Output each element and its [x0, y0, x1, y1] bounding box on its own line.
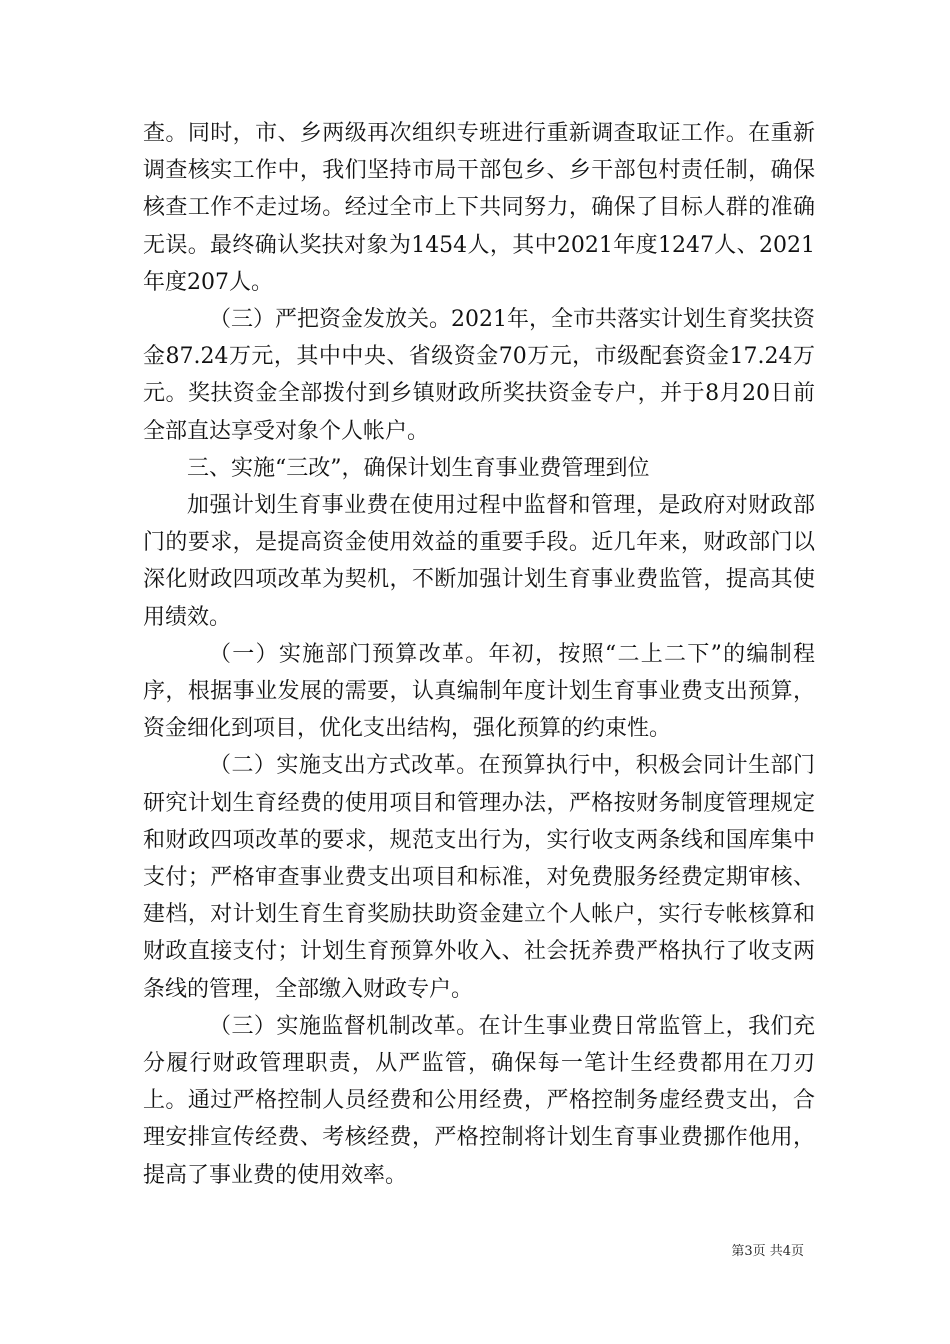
paragraph-fund-distribution: （三）严把资金发放关。2021年，全市共落实计划生育奖扶资金87.24万元，其中中央、省级资金70万元，市级配套资金17.24万元。奖扶资金全部拨付到乡镇财政所奖扶资金专户，并于8月20日前全部直达享受对象个人帐户。: [143, 307, 815, 444]
paragraph-expenditure-reform: （二）实施支出方式改革。在预算执行中，积极会同计生部门研究计划生育经费的使用项目和管理办法，严格按财务制度管理规定和财政四项改革的要求，规范支出行为，实行收支两条线和国库集中支付；严格审查事业费支出项目和标准，对免费服务经费定期审核、建档，对计划生育生育奖励扶助资金建立个人帐户，实行专帐核算和财政直接支付；计划生育预算外收入、社会抚养费严格执行了收支两条线的管理，全部缴入财政专户。: [143, 753, 815, 1002]
section-heading-three-reforms: 三、实施“三改”，确保计划生育事业费管理到位: [187, 455, 650, 481]
paragraph-supervision-intro: 加强计划生育事业费在使用过程中监督和管理，是政府对财政部门的要求，是提高资金使用效益的重要手段。近几年来，财政部门以深化财政四项改革为契机，不断加强计划生育事业费监管，提高其使用绩效。: [143, 493, 815, 630]
paragraph-verification-continued: 查。同时，市、乡两级再次组织专班进行重新调查取证工作。在重新调查核实工作中，我们坚持市局干部包乡、乡干部包村责任制，确保核查工作不走过场。经过全市上下共同努力，确保了目标人群的准确无误。最终确认奖扶对象为1454人，其中2021年度1247人、2021年度207人。: [143, 121, 815, 295]
page-number-footer: 第3页 共4页: [731, 1244, 804, 1259]
paragraph-oversight-reform: （三）实施监督机制改革。在计生事业费日常监管上，我们充分履行财政管理职责，从严监管，确保每一笔计生经费都用在刀刃上。通过严格控制人员经费和公用经费，严格控制务虚经费支出，合理安排宣传经费、考核经费，严格控制将计划生育事业费挪作他用，提高了事业费的使用效率。: [143, 1013, 815, 1188]
paragraph-budget-reform: （一）实施部门预算改革。年初，按照“二上二下”的编制程序，根据事业发展的需要，认真编制年度计划生育事业费支出预算，资金细化到项目，优化支出结构，强化预算的约束性。: [143, 641, 815, 742]
document-body: [143, 115, 815, 1194]
